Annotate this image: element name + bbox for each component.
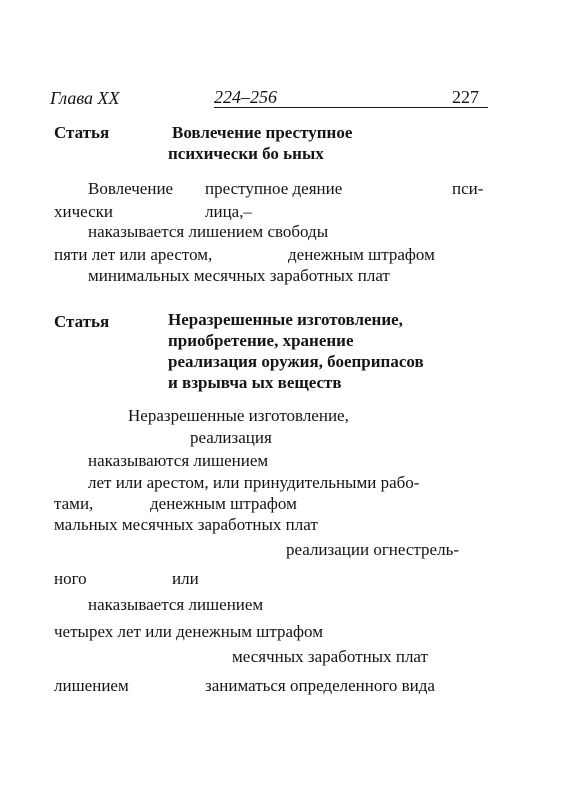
article-1-text-fragment: хически (54, 202, 114, 221)
article-1-label: Статья (54, 123, 110, 142)
article-2-text-fragment: четырех лет или денежным штрафом (54, 622, 323, 641)
article-2-text-fragment: лет или арестом, или принудительными рабо- (88, 473, 420, 492)
article-2-text-fragment: наказывается лишением (88, 595, 264, 614)
article-2-title-line-2: приобретение, хранение (168, 331, 354, 350)
article-1-text-fragment: преступное деяние (205, 179, 343, 198)
article-2-label: Статья (54, 312, 110, 331)
article-1-title-line-1: Вовлечение преступное (172, 123, 353, 142)
article-2-text-fragment: наказываются лишением (88, 451, 269, 470)
article-2-text-fragment: Неразрешенные изготовление, (128, 406, 349, 425)
article-2-text-fragment: тами, (54, 494, 94, 513)
article-range: 224–256 (214, 87, 277, 107)
article-1-text-fragment: денежным штрафом (288, 245, 435, 264)
article-1-title-line-2: психически бо ьных (168, 144, 324, 163)
article-2-text-fragment: месячных заработных плат (232, 647, 428, 666)
article-2-text-fragment: ного (54, 569, 87, 588)
article-2-title-line-1: Неразрешенные изготовление, (168, 310, 403, 329)
article-1-text-fragment: Вовлечение (88, 179, 174, 198)
article-2-text-fragment: мальных месячных заработных плат (54, 515, 318, 534)
article-2-title-line-3: реализация оружия, боеприпасов (168, 352, 424, 371)
article-2-text-fragment: реализация (190, 428, 272, 447)
article-1-text-fragment: наказывается лишением свободы (88, 222, 329, 241)
article-1-text-fragment: пси- (452, 179, 484, 198)
article-1-text-fragment: минимальных месячных заработных плат (88, 266, 390, 285)
article-1-text-fragment: пяти лет или арестом, (54, 245, 213, 264)
article-2-text-fragment: заниматься определенного вида (205, 676, 435, 695)
article-2-text-fragment: или (172, 569, 199, 588)
article-2-text-fragment: реализации огнестрель- (286, 540, 459, 559)
page-number: 227 (452, 87, 479, 107)
article-1-text-fragment: лица,– (205, 202, 252, 221)
article-2-text-fragment: денежным штрафом (150, 494, 297, 513)
chapter-label: Глава XX (50, 88, 120, 108)
header-rule (214, 107, 488, 108)
article-2-title-line-4: и взрывча ых веществ (168, 373, 342, 392)
article-2-text-fragment: лишением (54, 676, 129, 695)
